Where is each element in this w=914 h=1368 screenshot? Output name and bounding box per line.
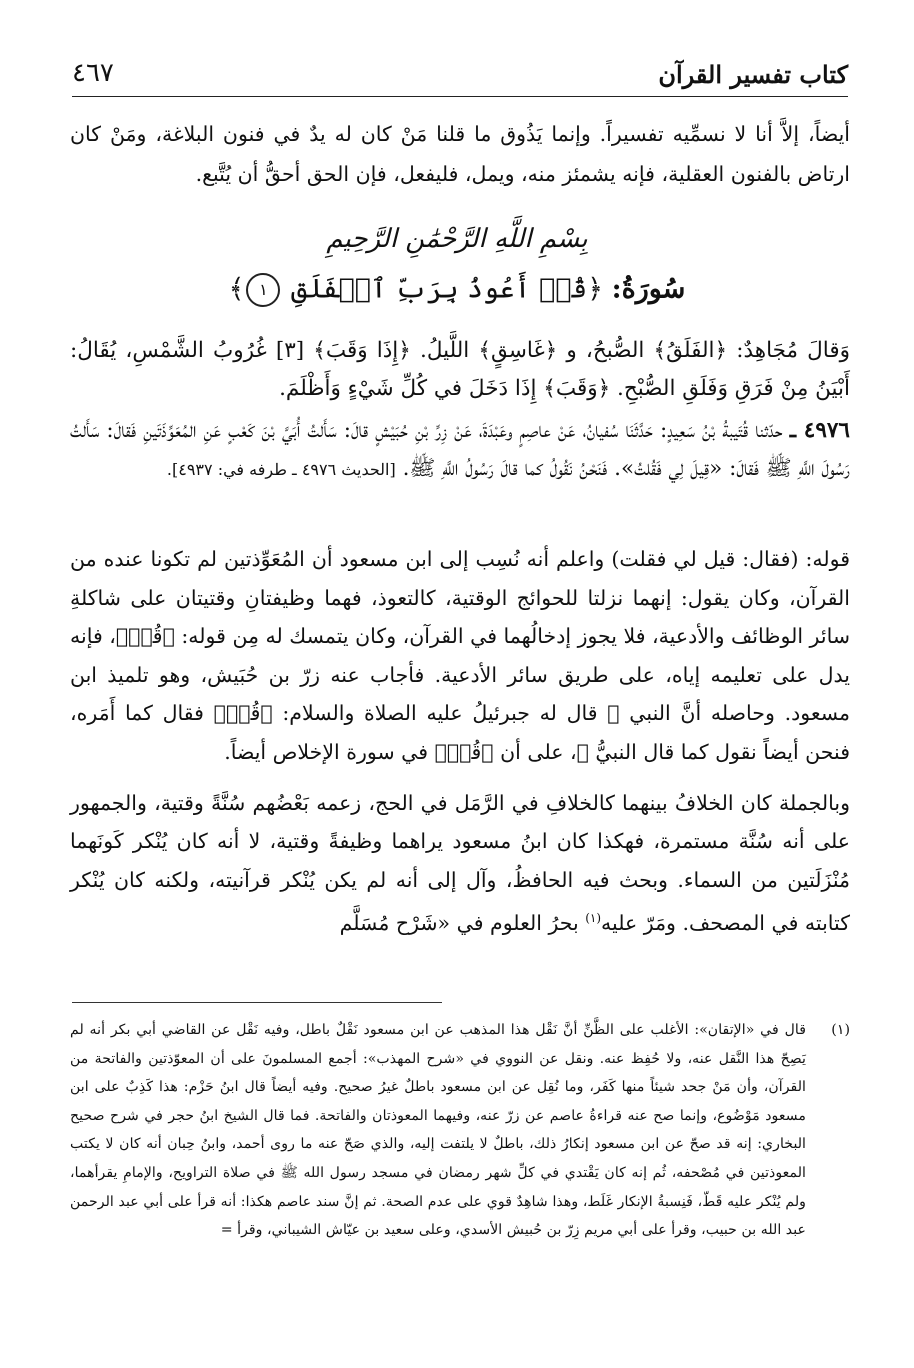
footnote-number: (١) — [831, 1022, 850, 1038]
footnote — [70, 1016, 850, 1245]
commentary-paragraph: قوله: (فقال: قيل لي فقلت) واعلم أنه نُسِب إلى ابن مسعود أن المُعَوِّذتين لم تكونا عنده من القرآن، وكان يقول: إنهما نزلتا للحوائج الوقتية، كالتعوذ، فهما وظيفتانِ وقتيتان على شاكلةِ سائر الوظائف والأدعية، فلا يجوز إدخالُهما في القرآن، وكان يتمسك له مِن قوله: ﴿قُلۡ﴾، فإنه يدل على تعليمه إياه، على طريق سائر الأدعية. فأجاب عنه زرّ بن حُبَيش، وهو تلميذ ابن مسعود. وحاصله أنَّ النبي ﷺ قال له جبرئيلُ عليه الصلاة والسلام: ﴿قُلۡ﴾ فقال كما أَمَره، فنحن أيضاً نقول كما قال النبيُّ ﷺ، على أن ﴿قُلۡ﴾ في سورة الإخلاص أيضاً. — [70, 547, 850, 764]
mujahid-quote — [70, 332, 850, 408]
footnote-text: قال في «الإتقان»: الأغلب على الظَّنِّ أنَّ نَقْل هذا المذهب عن ابن مسعود نَقْلٌ باطل، وفيه نَقْل عن القاضي أبي بكر أنه لم يَصِحّ هذا النَّقل عنه، ولا حُفِظ عنه. ونقل عن النووي في «شرح المهذب»: أجمع المسلمونَ على أن المعوّذتين والفاتحة من القرآن، وأن مَنْ جحد شيئاً منها كَفَر، وما نُقِل عن ابن مسعود باطلٌ غيرُ صحيح. وفيه أيضاً قال ابنُ حَزْم: هذا كَذِبٌ على ابن مسعود مَوْضُوع، وإنما صح عنه قراءةُ عاصم عن زرّ عنه، وفيهما المعوذتان والفاتحة. فما قال الشيخ ابنُ حجر في شرح صحيح البخاري: إنه قد صحّ عن ابن مسعود إنكارُ ذلك، باطلٌ لا يلتفت إليه، والذي صَحّ عنه ما روى أحمد، وابنُ حِبان أنه كان لا يكتب المعوذتين في مُصْحفه، ثُم إنه كان يَقْتدي في كلِّ شهر رمضان في مسجد رسول الله ﷺ في صلاة التراويح، والإمامِ يقرأهما، ولم يُنْكر عليه قَطّ، فَنِسبةُ الإنكار غَلَط، وهذا شاهِدٌ قوي على عدم الصحة. ثم إنَّ سند عاصم هكذا: أنه قرأ على أبي عبد الرحمن عبد الله بن حبيب، وقرأ على أبي مريم زِرّ بن حُبيش الأسدي، وعلى سعيد بن عيّاش الشيباني، وقرأ = — [70, 1022, 806, 1239]
hadith-reference: [الحديث ٤٩٧٦ ـ طرفه في: ٤٩٣٧]. — [166, 460, 396, 479]
mujahid-text: وَقالَ مُجَاهِدٌ: ﴿الفَلَقُ﴾ الصُّبحُ، و ﴿غَاسِقٍ﴾ اللَّيلُ. ﴿إِذَا وَقَبَ﴾ [٣] غُرُوبُ الشَّمْسِ، يُقَالُ: أَبْيَنُ مِنْ فَرَقِ وَفَلَقِ الصُّبْحِ. ﴿وَقَبَ﴾ إِذَا دَخَلَ في كُلِّ شَيْءٍ وَأَظْلَمَ. — [70, 338, 850, 401]
page-header — [72, 56, 848, 97]
surah-heading — [0, 273, 914, 307]
footnote-divider — [72, 1002, 442, 1003]
surah-label: سُورَةُ: — [611, 273, 686, 305]
footnote-reference[interactable]: (١) — [585, 911, 602, 926]
commentary — [70, 540, 850, 943]
hadith-block — [70, 412, 850, 489]
intro-paragraph — [70, 114, 850, 194]
ayah-number-marker: ١ — [246, 273, 280, 307]
hadith-paragraph — [70, 412, 850, 489]
commentary-paragraph — [70, 784, 850, 943]
hadith-number: ٤٩٧٦ ـ — [789, 418, 850, 443]
commentary-tail: بحرُ العلوم في «شَرْح مُسَلَّم — [339, 911, 586, 936]
surah-verse: ﴿قُلۡ أَعُوذُ بِرَبِّ ٱلۡفَلَقِ — [291, 273, 604, 305]
hadith-text: حدّثنا قُتَيبةُ بْنُ سَعِيدٍ: حَدَّثَنَا سُفيانُ، عَنْ عاصِمٍ وعَبْدَةَ، عَنْ زِرِّ بْنِ حُبَيْشٍ قالَ: سَأَلتُ أُبَيَّ بْنَ كَعْبٍ عَنِ المُعَوِّذَتَينِ فَقالَ: سَأَلتُ رَسُولَ اللَّهِ ﷺ فَقالَ: «قِيلَ لِي فَقُلتُ». فَنَحْنُ نَقُولُ كما قالَ رَسُولُ اللَّهِ ﷺ. — [70, 418, 850, 481]
page-number: ٤٦٧ — [72, 58, 114, 88]
intro-text: أيضاً، إلاَّ أنا لا نسمِّيه تفسيراً. وإنما يَذُوق ما قلنا مَنْ كان له يدٌ في فنون البلاغة، ومَنْ كان ارتاض بالفنون العقلية، فإنه يشمئز منه، ويمل، فليفعل، فإن الحق أحقُّ أن يُتَّبع. — [70, 122, 850, 186]
basmala: بِسْمِ اللَّهِ الرَّحْمَٰنِ الرَّحِيمِ — [326, 224, 588, 254]
surah-verse-close: ﴾ — [228, 273, 245, 305]
commentary-paragraph-text: وبالجملة كان الخلافُ بينهما كالخلافِ في الرَّمَل في الحج، زعمه بَعْضُهم سُنَّةً وقتية، والجمهور على أنه سُنَّة مستمرة، فهكذا كان ابنُ مسعود يراهما وظيفةً وقتية، لا أنه كان يُنْكر كَونَهما مُنْزَلَتين من السماء. وبحث فيه الحافظُ، وآل إلى أنه لم يكن يُنْكر قرآنيته، ولكنه كان يُنْكر كتابته في المصحف. ومَرّ عليه — [70, 790, 850, 936]
book-title: كتاب تفسير القرآن — [658, 60, 848, 89]
